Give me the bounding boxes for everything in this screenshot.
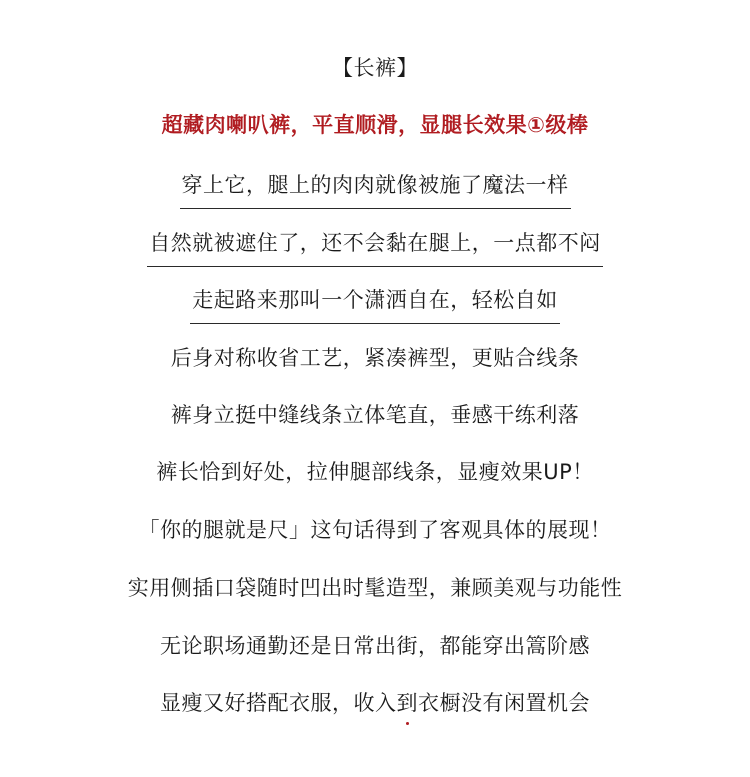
- decorative-dot: [406, 722, 409, 725]
- text-line-4: [0, 515, 750, 545]
- body-text: 「你的腿就是尺」这句话得到了客观具体的展现！: [138, 518, 612, 542]
- body-text: 无论职场通勤还是日常出街，都能穿出篙阶感: [160, 634, 590, 658]
- highlight-text: 超藏肉喇叭裤，平直顺滑，显腿长效果①级棒: [161, 113, 589, 137]
- text-line-6: [0, 631, 750, 661]
- underlined-text: 自然就被遮住了，还不会黏在腿上，一点都不闷: [147, 228, 603, 267]
- underlined-line-3: [0, 285, 750, 324]
- underlined-text: 走起路来那叫一个潇洒自在，轻松自如: [190, 285, 560, 324]
- text-line-3: [0, 457, 750, 487]
- body-text: 裤身立挺中缝线条立体笔直，垂感干练利落: [170, 403, 580, 427]
- body-text: 后身对称收省工艺，紧凑裤型，更贴合线条: [170, 346, 580, 370]
- body-text: 裤长恰到好处，拉伸腿部线条，显瘦效果UP！: [156, 460, 594, 484]
- section-title: [0, 53, 750, 83]
- text-line-5: [0, 573, 750, 603]
- underlined-line-1: [0, 170, 750, 209]
- text-line-1: [0, 343, 750, 373]
- body-text: 实用侧插口袋随时凹出时髦造型，兼顾美观与功能性: [127, 576, 623, 600]
- text-line-7: [0, 688, 750, 718]
- underlined-text: 穿上它，腿上的肉肉就像被施了魔法一样: [180, 170, 571, 209]
- section-title-text: 【长裤】: [332, 56, 418, 80]
- underlined-line-2: [0, 228, 750, 267]
- body-text: 显瘦又好搭配衣服，收入到衣橱没有闲置机会: [160, 691, 590, 715]
- highlight-line: [0, 110, 750, 140]
- text-line-2: [0, 400, 750, 430]
